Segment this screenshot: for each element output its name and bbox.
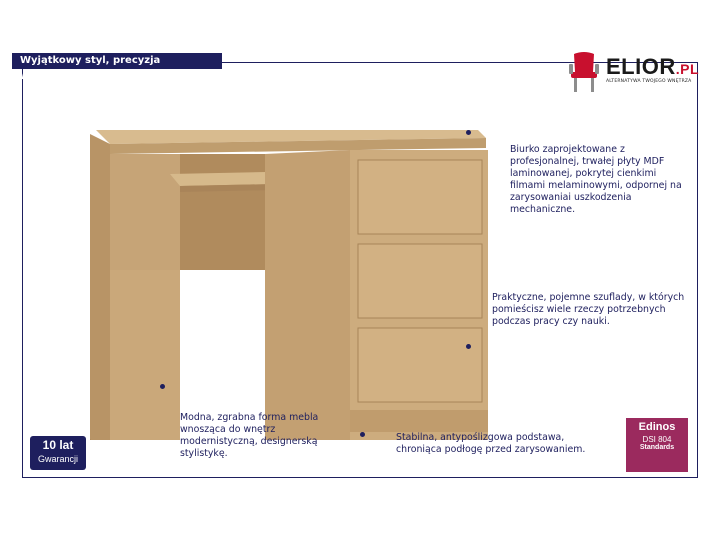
desk-illustration — [90, 120, 490, 440]
marker-base — [360, 432, 365, 437]
warranty-years: 10 lat — [42, 438, 74, 452]
chair-icon — [566, 50, 602, 96]
brand-domain: .PL — [675, 61, 700, 77]
drawer-3 — [358, 328, 482, 402]
drawer-2 — [358, 244, 482, 318]
desk-left-panel — [90, 134, 110, 440]
note-base: Stabilna, antypoślizgowa podstawa, chroniąca podłogę przed zarysowaniem. — [396, 432, 586, 455]
elior-logo[interactable] — [566, 48, 706, 108]
edinos-mark: DSI 804 — [642, 435, 672, 444]
tagline-banner: Wyjątkowy styl, precyzja wykonania! — [12, 53, 222, 69]
brand-slogan: ALTERNATYWA TWOJEGO WNĘTRZA — [606, 79, 692, 84]
marker-drawers — [466, 344, 471, 349]
warranty-badge — [30, 436, 86, 470]
drawer-1 — [358, 160, 482, 234]
edinos-badge — [626, 418, 688, 472]
marker-top — [466, 130, 471, 135]
note-style: Modna, zgrabna forma mebla wnosząca do wnętrz modernistyczną, designerską stylistykę. — [180, 412, 319, 459]
edinos-standards: Standards — [639, 444, 675, 451]
note-drawers: Praktyczne, pojemne szuflady, w których pomieścisz wiele rzeczy potrzebnych podczas pracy czy nauki. — [492, 292, 685, 327]
marker-side — [160, 384, 165, 389]
brand-name: ELIOR.PL — [606, 54, 700, 79]
warranty-label: Gwarancji — [37, 454, 78, 464]
edinos-title: Edinos — [638, 421, 676, 433]
note-material: Biurko zaprojektowane z profesjonalnej, trwałej płyty MDF laminowanej, pokrytej cienkimi filmami melaminowymi, odpornej na zarysowaniai uszkodzenia mechaniczne. — [510, 144, 682, 215]
